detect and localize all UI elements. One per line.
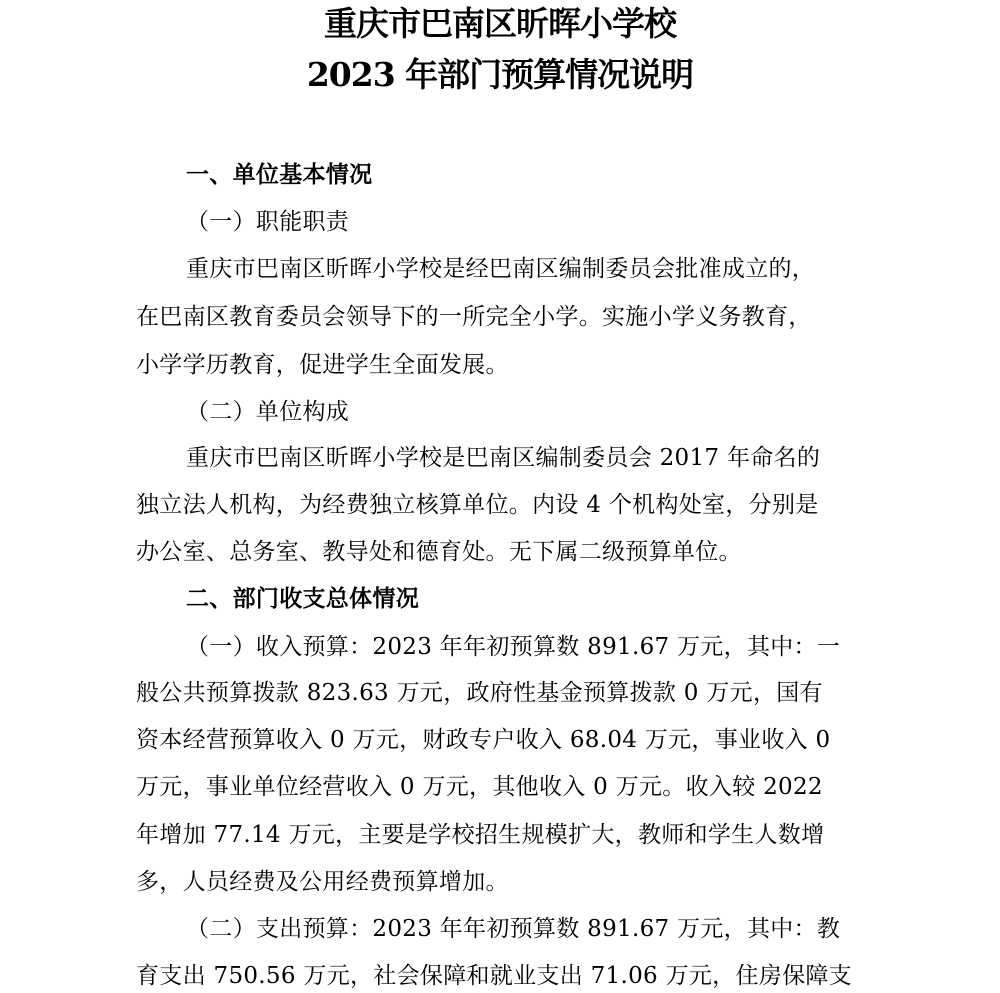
paragraph-line: 多，人员经费及公用经费预算增加。 (136, 869, 509, 895)
paragraph-line: 年增加 77.14 万元，主要是学校招生规模扩大，教师和学生人数增 (136, 822, 825, 848)
paragraph-line: 办公室、总务室、教导处和德育处。无下属二级预算单位。 (136, 539, 742, 565)
document-title-line1: 重庆市巴南区昕晖小学校 (324, 4, 676, 43)
paragraph-line: 重庆市巴南区昕晖小学校是巴南区编制委员会 2017 年命名的 (186, 445, 821, 471)
paragraph-line: 般公共预算拨款 823.63 万元，政府性基金预算拨款 0 万元，国有 (136, 680, 823, 706)
paragraph-line: （一）收入预算：2023 年年初预算数 891.67 万元，其中：一 (186, 634, 841, 660)
section-heading-budget-overview: 二、部门收支总体情况 (186, 585, 419, 612)
paragraph-line: 在巴南区教育委员会领导下的一所完全小学。实施小学义务教育， (136, 304, 812, 330)
paragraph-line: 重庆市巴南区昕晖小学校是经巴南区编制委员会批准成立的， (186, 256, 816, 282)
subsection-heading-composition: （二）单位构成 (186, 399, 350, 425)
paragraph-line: （二）支出预算：2023 年年初预算数 891.67 万元，其中：教 (186, 916, 841, 942)
document-title-line2: 2023 年部门预算情况说明 (306, 55, 694, 94)
paragraph-line: 小学学历教育，促进学生全面发展。 (136, 352, 509, 378)
paragraph-line: 万元，事业单位经营收入 0 万元，其他收入 0 万元。收入较 2022 (136, 774, 823, 800)
subsection-heading-duties: （一）职能职责 (186, 209, 350, 235)
paragraph-line: 育支出 750.56 万元，社会保障和就业支出 71.06 万元，住房保障支 (136, 963, 852, 989)
paragraph-line: 资本经营预算收入 0 万元，财政专户收入 68.04 万元，事业收入 0 (136, 727, 831, 753)
section-heading-basic-info: 一、单位基本情况 (186, 161, 373, 188)
paragraph-line: 独立法人机构，为经费独立核算单位。内设 4 个机构处室，分别是 (136, 492, 819, 518)
